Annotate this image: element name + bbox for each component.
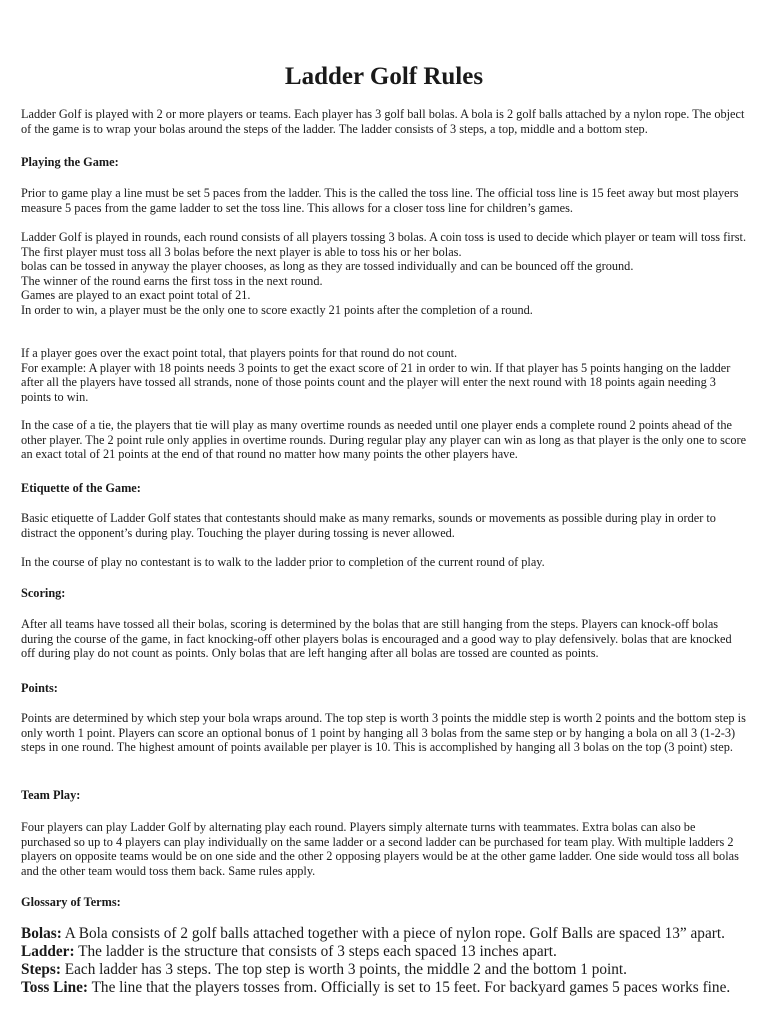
playing-p2-line: The first player must toss all 3 bolas before the next player is able to toss his or her bolas. (21, 244, 462, 259)
glossary-item (21, 961, 747, 979)
points-p1-text: Points are determined by which step your bola wraps around. The top step is worth 3 points the middle step is worth 2 points and the bottom step is only worth 1 point. Players can score an optional bonus of 1 point by hanging all 3 bolas from the same step or by hanging a bola on all 3 (1-2-3) steps in one round. The highest amount of points available per player is 10. This is accomplished by hanging all 3 bolas on the top (3 point) step. (21, 711, 746, 755)
playing-paragraph-1 (21, 186, 747, 215)
playing-p2-line: Games are played to an exact point total of 21. (21, 288, 251, 303)
intro-paragraph (21, 107, 747, 136)
glossary-term: Toss Line: (21, 979, 89, 996)
glossary-item (21, 979, 747, 997)
glossary-item (21, 925, 747, 943)
heading-etiquette: Etiquette of the Game: (21, 481, 141, 495)
playing-p4-text: In the case of a tie, the players that tie will play as many overtime rounds as needed until one player ends a complete round 2 points ahead of the other player. The 2 point rule only applies in overtime rounds. During regular play any player can win as long as that player is the only one to score an exact total of 21 points at the end of that round no matter how many points the other players have. (21, 418, 747, 462)
scoring-p1-text: After all teams have tossed all their bolas, scoring is determined by the bolas that are still hanging from the steps. Players can knock-off bolas during the course of the game, in fact knocking-off other players bolas is encouraged and a good way to play defensively. bolas that are knocked off during play do not count as points. Only bolas that are left hanging after all bolas are tossed are counted as points. (21, 617, 732, 661)
glossary-definition: A Bola consists of 2 golf balls attached together with a piece of nylon rope. Golf Balls are spaced 13” apart. (61, 925, 725, 942)
heading-points: Points: (21, 681, 58, 695)
playing-p3-line: If a player goes over the exact point total, that players points for that round do not count. (21, 346, 458, 360)
etiquette-paragraph-1 (21, 511, 747, 540)
playing-paragraph-2 (21, 230, 747, 318)
team-play-paragraph (21, 820, 747, 878)
points-paragraph (21, 711, 747, 755)
etiquette-p2-text: In the course of play no contestant is to walk to the ladder prior to completion of the current round of play. (21, 555, 545, 569)
playing-paragraph-3 (21, 346, 747, 404)
heading-playing: Playing the Game: (21, 155, 119, 169)
glossary-definition: Each ladder has 3 steps. The top step is worth 3 points, the middle 2 and the bottom 1 point. (60, 961, 627, 978)
heading-glossary: Glossary of Terms: (21, 895, 121, 909)
glossary-item (21, 943, 747, 961)
glossary-definition: The ladder is the structure that consists of 3 steps each spaced 13 inches apart. (74, 943, 557, 960)
playing-p3-line: For example: A player with 18 points needs 3 points to get the exact score of 21 in order to win. If that player has 5 points hanging on the ladder after all the players have tossed all strands, none of those points count and the player will enter the next round with 18 points again needing 3 points to win. (21, 360, 731, 404)
playing-paragraph-4 (21, 418, 747, 462)
scoring-paragraph (21, 617, 747, 661)
heading-team-play: Team Play: (21, 788, 81, 802)
glossary-definition: The line that the players tosses from. Officially is set to 15 feet. For backyard games 5 paces works fine. (88, 979, 731, 996)
page-title: Ladder Golf Rules (284, 63, 484, 90)
playing-p2-line: The winner of the round earns the first toss in the next round. (21, 273, 323, 288)
team-p1-text: Four players can play Ladder Golf by alternating play each round. Players simply alternate turns with teammates. Extra bolas can also be purchased so up to 4 players can play individually on the same ladder or a second ladder can be purchased for team play. With multiple ladders 2 players on opposite teams would be on one side and the other 2 opposing players would be at the other game ladder. One side would toss all bolas and the other team would toss them back. Same rules apply. (21, 820, 739, 878)
playing-p2-line: In order to win, a player must be the only one to score exactly 21 points after the completion of a round. (21, 302, 533, 317)
playing-p1-text: Prior to game play a line must be set 5 paces from the ladder. This is the called the toss line. The official toss line is 15 feet away but most players measure 5 paces from the game ladder to set the toss line. This allows for a closer toss line for children’s games. (21, 186, 739, 215)
glossary-term: Bolas: (21, 925, 62, 942)
intro-text: Ladder Golf is played with 2 or more players or teams. Each player has 3 golf ball bolas. A bola is 2 golf balls attached by a nylon rope. The object of the game is to wrap your bolas around the steps of the ladder. The ladder consists of 3 steps, a top, middle and a bottom step. (21, 107, 745, 136)
etiquette-p1-text: Basic etiquette of Ladder Golf states that contestants should make as many remarks, sounds or movements as possible during play in order to distract the opponent’s during play. Touching the player during tossing is never allowed. (21, 511, 716, 540)
playing-p2-line: Ladder Golf is played in rounds, each round consists of all players tossing 3 bolas. A coin toss is used to decide which player or team will toss first. (21, 230, 747, 244)
glossary-term: Ladder: (21, 943, 75, 960)
glossary-term: Steps: (21, 961, 61, 978)
heading-scoring: Scoring: (21, 586, 66, 600)
glossary-list (21, 925, 747, 997)
playing-p2-line: bolas can be tossed in anyway the player chooses, as long as they are tossed individually and can be bounced off the ground. (21, 259, 634, 274)
etiquette-paragraph-2 (21, 555, 747, 570)
